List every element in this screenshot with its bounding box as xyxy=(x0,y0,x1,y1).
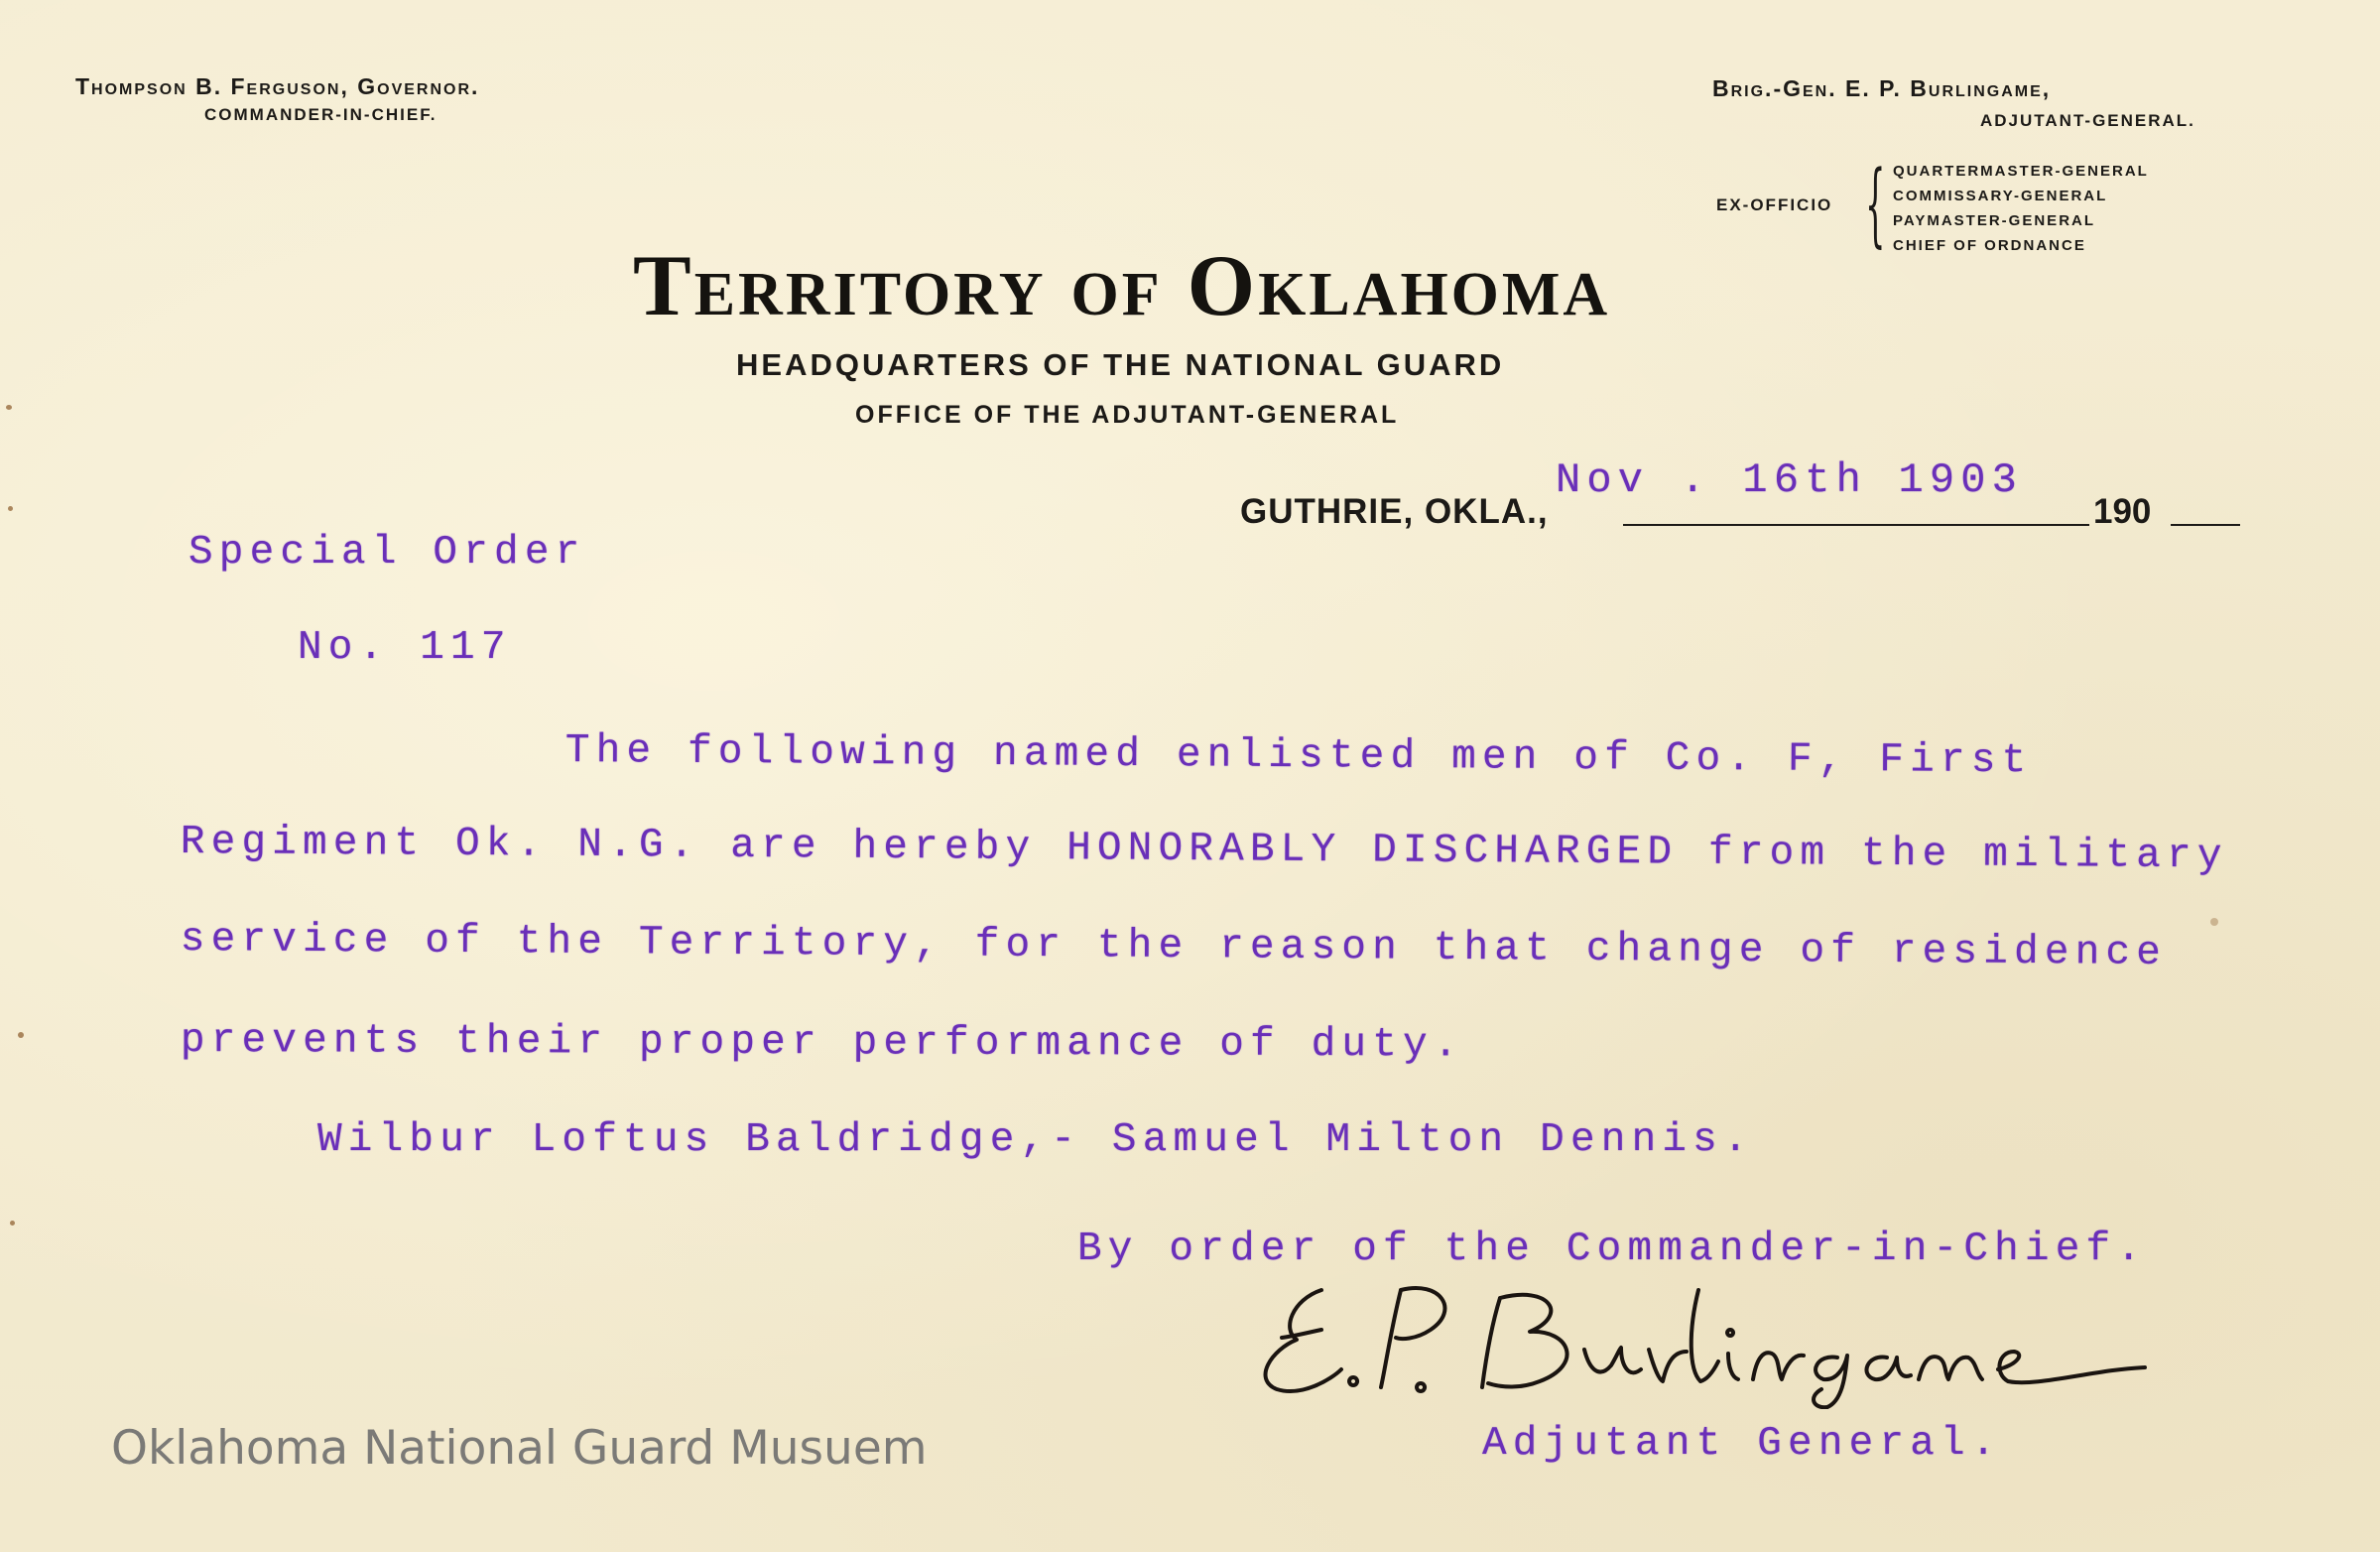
signature-image xyxy=(1252,1270,2165,1409)
adjutant-title: ADJUTANT-GENERAL. xyxy=(1980,111,2195,130)
body-line: The following named enlisted men of Co. F, First xyxy=(564,728,2033,785)
paper-speck xyxy=(18,1032,24,1038)
letter-date: Nov . 16th 1903 xyxy=(1556,456,2024,504)
ex-officio-role: CHIEF OF ORDNANCE xyxy=(1893,237,2086,254)
letterhead-office: OFFICE OF THE ADJUTANT-GENERAL xyxy=(855,401,1400,429)
letterhead-subtitle: HEADQUARTERS OF THE NATIONAL GUARD xyxy=(736,347,1505,382)
order-number: No. 117 xyxy=(298,625,512,671)
governor-name: Thompson B. Ferguson, Governor. xyxy=(75,73,480,99)
adjutant-name: Brig.-Gen. E. P. Burlingame, xyxy=(1712,75,2052,101)
paper-speck xyxy=(8,506,13,511)
order-label: Special Order xyxy=(188,530,586,576)
paper-speck xyxy=(2210,918,2218,926)
discharged-names: Wilbur Loftus Baldridge,- Samuel Milton Dennis. xyxy=(317,1117,1754,1163)
governor-title: COMMANDER-IN-CHIEF. xyxy=(204,105,438,124)
year-prefix: 190 xyxy=(2093,492,2152,531)
body-line: prevents their proper performance of duty. xyxy=(180,1018,1464,1069)
body-line: service of the Territory, for the reason that change of residence xyxy=(180,917,2168,976)
body-line: Regiment Ok. N.G. are hereby HONORABLY DISCHARGED from the military xyxy=(180,820,2228,880)
letterhead-title: Territory of Oklahoma xyxy=(633,238,1611,334)
ex-officio-label: EX-OFFICIO xyxy=(1716,195,1833,214)
place-label: GUTHRIE, OKLA., xyxy=(1240,492,1549,531)
ex-officio-role: COMMISSARY-GENERAL xyxy=(1893,188,2108,204)
by-order-line: By order of the Commander-in-Chief. xyxy=(1077,1227,2148,1272)
paper-speck xyxy=(6,405,12,410)
signature-text xyxy=(1587,1389,1594,1390)
year-rule xyxy=(2171,524,2240,526)
signer-title: Adjutant General. xyxy=(1482,1421,2002,1467)
paper-speck xyxy=(10,1221,15,1226)
ex-officio-role: PAYMASTER-GENERAL xyxy=(1893,212,2096,229)
date-rule xyxy=(1623,524,2089,526)
ex-officio-role: QUARTERMASTER-GENERAL xyxy=(1893,163,2149,180)
curly-brace: { xyxy=(1865,151,1886,257)
museum-watermark: Oklahoma National Guard Musuem xyxy=(111,1421,928,1476)
